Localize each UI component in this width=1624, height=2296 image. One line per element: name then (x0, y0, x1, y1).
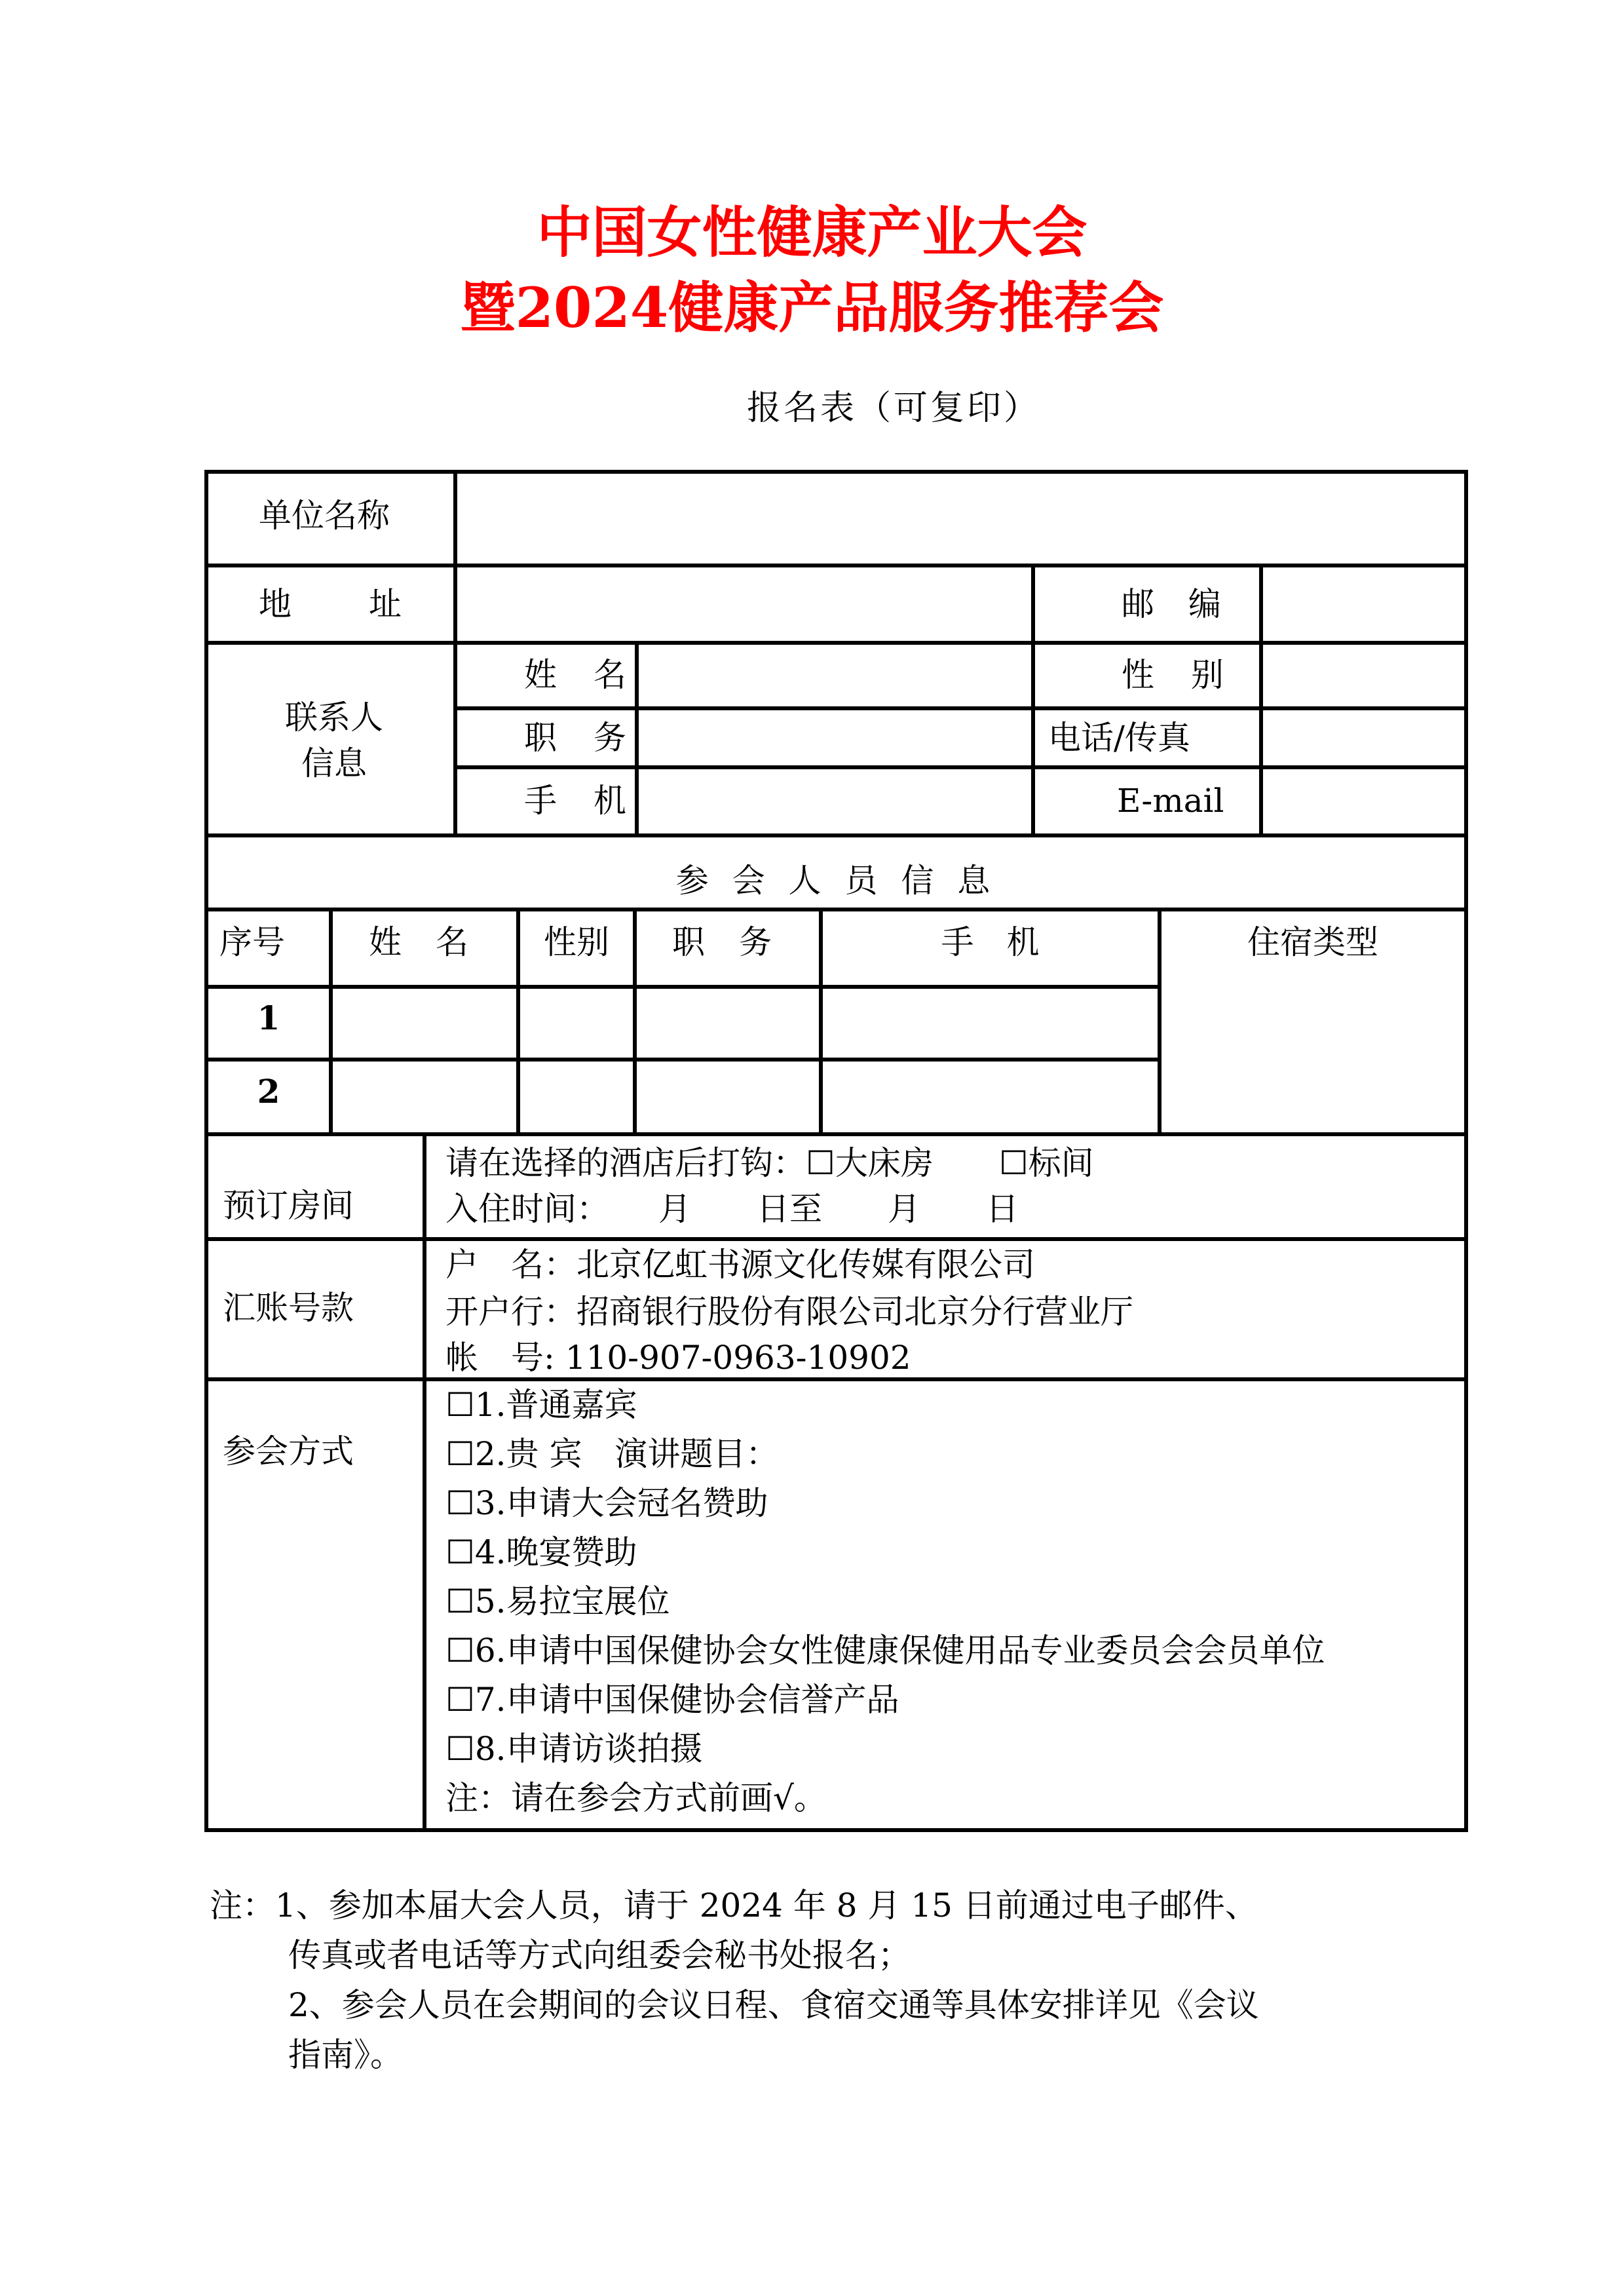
participation-option-8: ☐8.申请访谈拍摄 (445, 1730, 703, 1768)
bank-label: 汇账号款 (223, 1289, 354, 1327)
footer-note-1: 注：1、参加本届大会人员，请于 2024 年 8 月 15 日前通过电子邮件、 (210, 1886, 1258, 1924)
contact-gender-label: 性 别 (1122, 656, 1237, 694)
postcode-label: 邮 编 (1122, 585, 1233, 623)
col-header-position: 职 务 (672, 923, 784, 961)
account-name-line: 户 名：北京亿虹书源文化传媒有限公司 (445, 1246, 1035, 1284)
row-index-1: 1 (257, 999, 280, 1037)
participation-note: 注：请在参会方式前画√。 (445, 1779, 827, 1817)
col-header-mobile: 手 机 (941, 923, 1040, 961)
participation-option-3: ☐3.申请大会冠名赞助 (445, 1484, 768, 1522)
participation-option-6: ☐6.申请中国保健协会女性健康保健用品专业委员会会员单位 (445, 1632, 1325, 1670)
checkin-date-line: 入住时间： 月 日至 月 日 (445, 1190, 1019, 1228)
footer-note-4: 指南》。 (288, 2036, 403, 2074)
col-header-index: 序号 (219, 923, 285, 961)
participation-option-7: ☐7.申请中国保健协会信誉产品 (445, 1681, 899, 1719)
contact-info-label-line1: 联系人 (285, 698, 383, 737)
col-header-lodging: 住宿类型 (1247, 923, 1378, 961)
unit-name-label: 单位名称 (259, 497, 390, 535)
participation-option-4: ☐4.晚宴赞助 (445, 1533, 637, 1571)
account-number-line: 帐 号: 110-907-0963-10902 (445, 1339, 911, 1377)
form-subtitle: 报名表（可复印） (747, 389, 1041, 428)
contact-name-label: 姓 名 (524, 656, 639, 694)
footer-note-2: 传真或者电话等方式向组委会秘书处报名； (288, 1936, 911, 1974)
room-label: 预订房间 (223, 1187, 354, 1225)
address-label: 地 址 (259, 585, 406, 623)
col-header-name: 姓 名 (369, 923, 480, 961)
contact-mobile-label: 手 机 (524, 782, 639, 820)
footer-note-3: 2、参会人员在会期间的会议日程、食宿交通等具体安排详见《会议 (288, 1986, 1259, 2024)
room-type-line: 请在选择的酒店后打钩：☐大床房 ☐标间 (445, 1144, 1094, 1182)
col-header-gender: 性别 (544, 923, 609, 961)
row-index-2: 2 (257, 1072, 280, 1111)
bank-branch-line: 开户行：招商银行股份有限公司北京分行营业厅 (445, 1293, 1133, 1331)
attendee-info-heading: 参 会 人 员 信 息 (675, 862, 997, 900)
contact-email-label: E-mail (1117, 782, 1224, 820)
participation-label: 参会方式 (223, 1432, 354, 1470)
title-line-1: 中国女性健康产业大会 (537, 200, 1087, 265)
contact-info-label-line2: 信息 (301, 744, 367, 782)
contact-phone-fax-label: 电话/传真 (1048, 719, 1190, 757)
participation-option-1: ☐1.普通嘉宾 (445, 1386, 637, 1424)
title-line-2: 暨2024健康产品服务推荐会 (460, 275, 1164, 340)
participation-option-2: ☐2.贵 宾 演讲题目： (445, 1435, 779, 1473)
participation-option-5: ☐5.易拉宝展位 (445, 1582, 670, 1620)
contact-position-label: 职 务 (524, 719, 639, 757)
